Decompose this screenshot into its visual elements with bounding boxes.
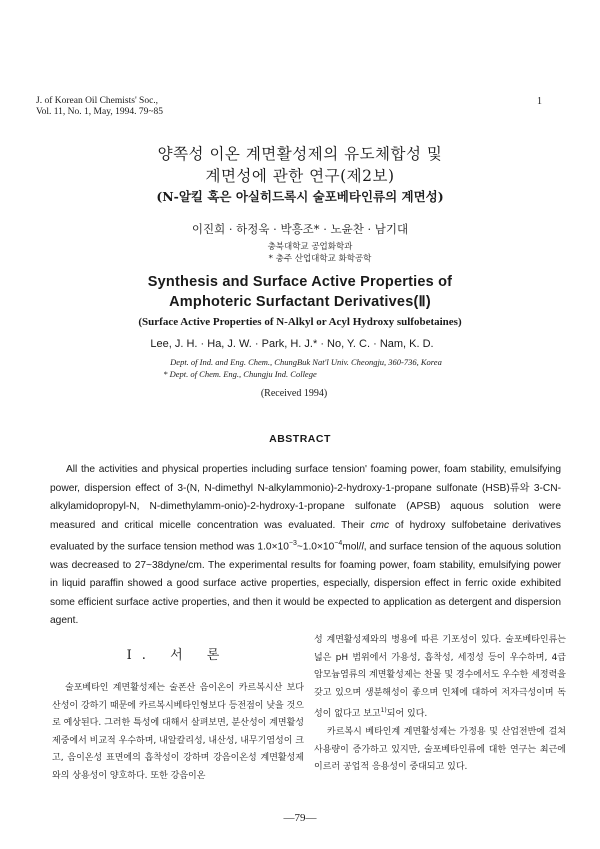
korean-title-line-2: 계면성에 관한 연구(제2보) bbox=[205, 167, 395, 185]
korean-affiliation-1: 충북대학교 공업화학과 bbox=[267, 242, 353, 252]
journal-line-2: Vol. 11, No. 1, May, 1994. 79~85 bbox=[36, 107, 163, 117]
journal-citation bbox=[36, 96, 163, 118]
korean-affiliation-2: * 충주 산업대학교 화학공학 bbox=[268, 254, 372, 264]
english-subtitle: (Surface Active Properties of N-Alkyl or Acyl Hydroxy sulfobetaines) bbox=[138, 316, 462, 328]
korean-authors: 이진희 · 하정욱 · 박흥조* · 노윤찬 · 남기대 bbox=[191, 222, 409, 236]
body-right-column bbox=[314, 632, 566, 777]
english-affiliation-2: * Dept. of Chem. Eng., Chungju Ind. College bbox=[163, 369, 317, 379]
korean-title-line-1: 양쪽성 이온 계면활성제의 유도체합성 및 bbox=[157, 145, 443, 163]
journal-line-1: J. of Korean Oil Chemists' Soc., bbox=[36, 96, 159, 106]
english-title-line-1: Synthesis and Surface Active Properties of bbox=[147, 274, 453, 290]
page-footer-number: —79— bbox=[283, 812, 317, 824]
section-heading-introduction: I. 서 론 bbox=[126, 648, 230, 663]
left-paragraph: 술포베타인 계면활성제는 술폰산 음이온이 카르복시산 보다 산성이 강하기 때문에 카르복시베타인형보다 등전점이 낮을 것으로 예상된다. 그러한 특성에 대해서 살펴보면, 분산성이 계면활성제중에서 비교적 우수하며, 내알칼리성, 내산성, 내무기염성이 크고, 음이온성 표면에의 흡착성이 강하며 강음이온성 계면활성제와의 상용성이 양호하다. 또한 강음이온 bbox=[52, 683, 304, 781]
english-authors: Lee, J. H. · Ha, J. W. · Park, H. J.* · No, Y. C. · Nam, K. D. bbox=[150, 338, 434, 350]
abstract-text: All the activities and physical properties including surface tension' foaming power, foam stability, emulsifying power, dispersion effect of 3-(N, N-dimethyl N-alkylammonio)-2-hydroxy-1-propane sulfonate (HSB)류와 3-CN-alkylamidopropyl-N, N-dimethylamm-onio)-2-hydroxy-1-propane sulfonate (APSB) aquous solution were measured and critical micelle concentration was evaluated. Their cmc of hydroxy sulfobetaine derivatives evaluated by the surface tension method was $1.0\times 10^{-3}\sim 1.0\times 10^{-4}mol/l$, and surface tension of the aquous solution was decreased to 27~38dyne/cm. The experimental results for foaming power, foam stability, emulsifying power in liquid paraffin showed a good surface active properties, especially, dispersion effect in ferric oxide exhibited some efficient surface active properties, and then it would be expected to application as detergent and dispersion agent. bbox=[50, 464, 561, 627]
english-title-line-2: Amphoteric Surfactant Derivatives(Ⅱ) bbox=[169, 294, 431, 310]
received-date: (Received 1994) bbox=[260, 388, 328, 399]
english-affiliation-1: Dept. of Ind. and Eng. Chem., ChungBuk Nat'l Univ. Cheongju, 360-736, Korea bbox=[170, 357, 442, 367]
body-left-column bbox=[52, 632, 304, 786]
right-paragraph-2: 카르복시 베타인계 계면활성제는 가정용 및 산업전반에 걸쳐 사용량이 증가하고 있지만, 술포베타인류에 대한 연구는 최근에 이르러 공업적 응용성이 중대되고 있다. bbox=[314, 726, 566, 773]
abstract-heading: ABSTRACT bbox=[269, 433, 331, 445]
page-number: 1 bbox=[537, 96, 542, 107]
right-paragraph-1: 성 계면활성제와의 병용에 따른 기포성이 있다. 술포베타인류는 넓은 pH 범위에서 가용성, 흡착성, 세정성 등이 우수하며, 4급 암모늄염류의 계면활성제는 찬물 및 경수에서도 우수한 세정력을 갖고 있으며 생분해성이 좋으며 인체에 대하여 저자극성이며 독성이 없다고 보고$^{1)}$되어 있다. bbox=[314, 635, 566, 720]
korean-subtitle: (N-알킬 혹은 아실히드록시 술포베타인류의 계면성) bbox=[156, 189, 444, 204]
